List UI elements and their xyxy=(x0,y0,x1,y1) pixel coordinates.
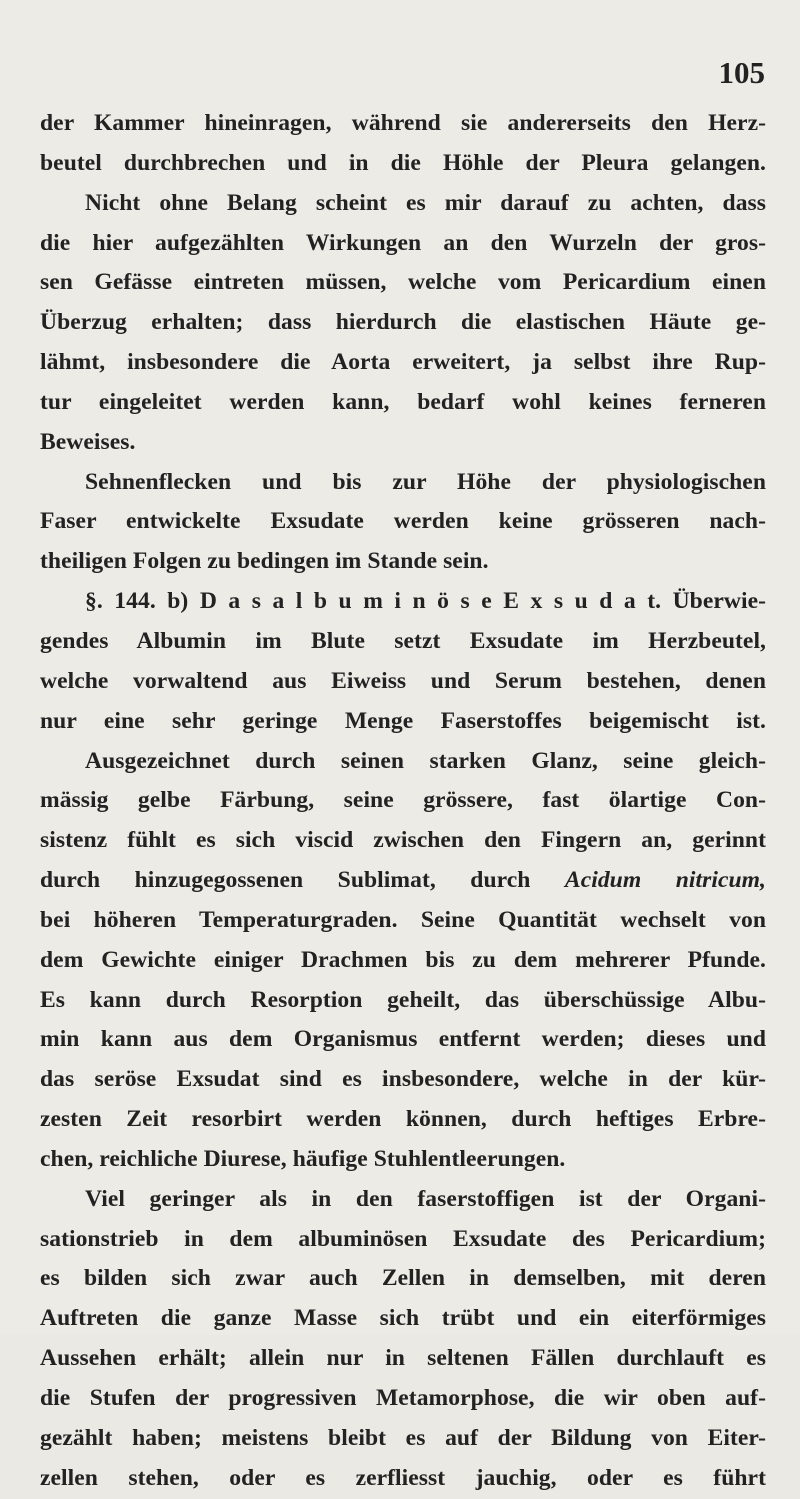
text-line-content: nur eine sehr geringe Menge Faserstoffes beigemischt ist. xyxy=(40,707,766,734)
text-line-content: lähmt, insbesondere die Aorta erweitert, ja selbst ihre Rup- xyxy=(40,349,766,376)
text-line-content: bei höheren Temperaturgraden. Seine Quantität wechselt von xyxy=(40,906,766,933)
text-line xyxy=(40,1100,766,1140)
text-line xyxy=(40,343,766,383)
text-line xyxy=(40,144,766,184)
text-line xyxy=(40,742,766,782)
text-line-content: Sehnenflecken und bis zur Höhe der physiologischen xyxy=(85,468,766,495)
text-line-content: welche vorwaltend aus Eiweiss und Serum bestehen, denen xyxy=(40,667,766,694)
text-line xyxy=(40,901,766,941)
text-line-content: durch hinzugegossenen Sublimat, durch xyxy=(40,867,565,894)
text-line-content: Viel geringer als in den faserstoffigen ist der Organi- xyxy=(85,1185,766,1212)
text-line xyxy=(40,861,766,901)
text-line-content: gezählt haben; meistens bleibt es auf der Bildung von Eiter- xyxy=(40,1424,766,1451)
text-line-content: Beweises. xyxy=(40,428,136,455)
text-line xyxy=(40,1140,766,1180)
text-line-content: §. 144. b) D a s a l b u m i n ö s e E x s u d a t. Überwie- xyxy=(85,588,766,615)
text-line xyxy=(40,1339,766,1379)
text-line xyxy=(40,582,766,622)
text-line-content: die hier aufgezählten Wirkungen an den Wurzeln der gros- xyxy=(40,229,766,256)
text-line xyxy=(40,1259,766,1299)
text-line xyxy=(40,224,766,264)
text-line-content: sen Gefässe eintreten müssen, welche vom Pericardium einen xyxy=(40,269,766,296)
text-line-content: Aussehen erhält; allein nur in seltenen Fällen durchlauft es xyxy=(40,1345,766,1372)
text-line xyxy=(40,1020,766,1060)
text-line-content: sationstrieb in dem albuminösen Exsudate des Pericardium; xyxy=(40,1225,766,1252)
text-line xyxy=(40,1220,766,1260)
text-line xyxy=(40,542,766,582)
text-line-content: es bilden sich zwar auch Zellen in demselben, mit deren xyxy=(40,1265,766,1292)
text-line-content: zellen stehen, oder es zerfliesst jauchig, oder es führt xyxy=(40,1464,766,1491)
text-line xyxy=(40,1180,766,1220)
text-line-content: gendes Albumin im Blute setzt Exsudate im Herzbeutel, xyxy=(40,627,766,654)
text-line xyxy=(40,821,766,861)
text-line xyxy=(40,463,766,503)
text-line-content: sistenz fühlt es sich viscid zwischen den Fingern an, gerinnt xyxy=(40,827,766,854)
text-line-content: das seröse Exsudat sind es insbesondere, welche in der kür- xyxy=(40,1066,766,1093)
text-line-content: tur eingeleitet werden kann, bedarf wohl keines ferneren xyxy=(40,388,766,415)
text-line-content: Auftreten die ganze Masse sich trübt und ein eiterförmiges xyxy=(40,1305,766,1332)
text-line xyxy=(40,1379,766,1419)
text-line xyxy=(40,1299,766,1339)
text-line-content: min kann aus dem Organismus entfernt werden; dieses und xyxy=(40,1026,766,1053)
text-line xyxy=(40,303,766,343)
text-line-content: Überzug erhalten; dass hierdurch die elastischen Häute ge- xyxy=(40,309,766,336)
text-line-content: theiligen Folgen zu bedingen im Stande sein. xyxy=(40,548,489,575)
body-text xyxy=(40,104,766,1499)
text-line-content: die Stufen der progressiven Metamorphose, die wir oben auf- xyxy=(40,1385,766,1411)
text-line-content: Ausgezeichnet durch seinen starken Glanz, seine gleich- xyxy=(85,747,766,774)
text-line-content: zesten Zeit resorbirt werden können, durch heftiges Erbre- xyxy=(40,1106,766,1133)
text-line xyxy=(40,1459,766,1499)
text-line-content: Es kann durch Resorption geheilt, das überschüssige Albu- xyxy=(40,986,766,1013)
text-line xyxy=(40,1060,766,1100)
text-line xyxy=(40,981,766,1021)
text-line-content: mässig gelbe Färbung, seine grössere, fast ölartige Con- xyxy=(40,787,766,814)
text-line xyxy=(40,423,766,463)
text-line xyxy=(40,702,766,742)
text-line-content: der Kammer hineinragen, während sie andererseits den Herz- xyxy=(40,110,766,136)
page-number: 105 xyxy=(718,55,765,90)
text-line xyxy=(40,383,766,423)
text-line-content: Nicht ohne Belang scheint es mir darauf zu achten, dass xyxy=(85,189,766,216)
text-line-content: chen, reichliche Diurese, häufige Stuhlentleerungen. xyxy=(40,1145,566,1172)
text-line xyxy=(40,941,766,981)
text-line xyxy=(40,104,766,144)
text-line-content: Faser entwickelte Exsudate werden keine grösseren nach- xyxy=(40,508,766,535)
text-line xyxy=(40,184,766,224)
text-line xyxy=(40,662,766,702)
italic-term: Acidum nitricum, xyxy=(564,867,767,894)
text-line xyxy=(40,502,766,542)
text-line xyxy=(40,622,766,662)
text-line-content: beutel durchbrechen und in die Höhle der Pleura gelangen. xyxy=(40,149,766,176)
text-line xyxy=(40,1419,766,1459)
text-line xyxy=(40,781,766,821)
text-line xyxy=(40,263,766,303)
text-line-content: dem Gewichte einiger Drachmen bis zu dem mehrerer Pfunde. xyxy=(40,946,766,973)
